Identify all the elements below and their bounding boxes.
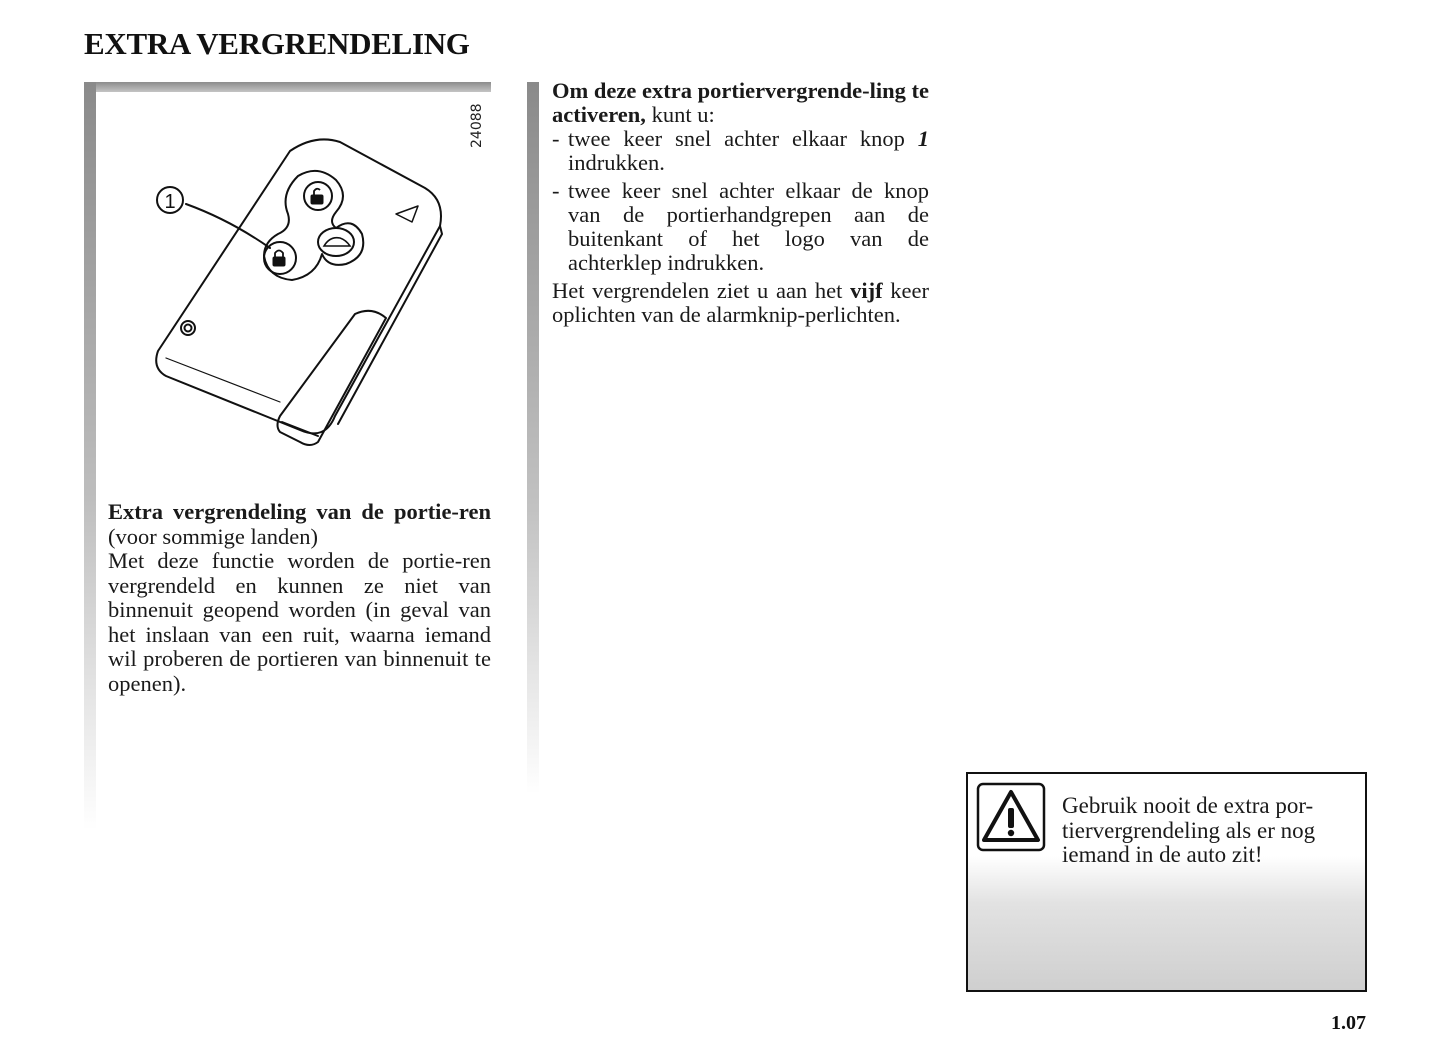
left-column-rule [84,82,96,830]
left-heading-normal: (voor sommige landen) [108,523,318,549]
instruction-item-2 [552,179,929,275]
right-intro [552,79,929,127]
callout-number: 1 [164,191,176,213]
figure-reference-number: 24088 [469,103,485,148]
right-outro-bold: vijf [850,278,883,303]
right-column-rule [527,82,539,794]
right-outro-b: keer oplichten van de alarmknip-perlichten. [552,278,929,327]
right-intro-bold: Om deze extra portiervergrende-ling te activeren, [552,78,929,127]
page-number: 1.07 [1331,1012,1366,1034]
right-outro-a: Het vergrendelen ziet u aan het [552,278,851,303]
page-title: EXTRA VERGRENDELING [84,26,470,61]
item-2-text: twee keer snel achter elkaar de knop van de portierhandgrepen aan de buitenkant of het logo van de achterklep indrukken. [568,178,929,275]
right-column-text [552,79,929,327]
key-ring-hole [181,321,195,335]
key-card-grip [278,311,387,445]
item-dash: - [552,126,560,151]
trunk-button [318,228,354,256]
item-dash: - [552,178,560,203]
item-1-text: twee keer snel achter elkaar knop [568,126,918,151]
right-outro [552,279,929,327]
warning-text: Gebruik nooit de extra por-tiervergrendeling als er nog iemand in de auto zit! [1062,793,1316,867]
left-heading [108,500,491,549]
item-1-end: indrukken. [568,150,665,175]
instruction-item-1 [552,127,929,175]
key-card-illustration [140,96,490,466]
figure-top-rule [84,82,491,92]
item-1-body [568,127,929,175]
left-column-text [108,500,491,696]
right-intro-normal: kunt u: [645,102,715,127]
warning-triangle-icon [976,782,1046,852]
item-1-key: 1 [917,126,929,151]
left-body: Met deze functie worden de portie-ren vergrendeld en kunnen ze niet van binnenuit geopend worden (in geval van het inslaan van een ruit, waarna iemand wil proberen de portieren van binnenuit te openen). [108,548,491,696]
triangle-mark [396,206,418,222]
left-heading-bold: Extra vergrendeling van de portie-ren [108,499,491,524]
warning-box [966,772,1367,992]
